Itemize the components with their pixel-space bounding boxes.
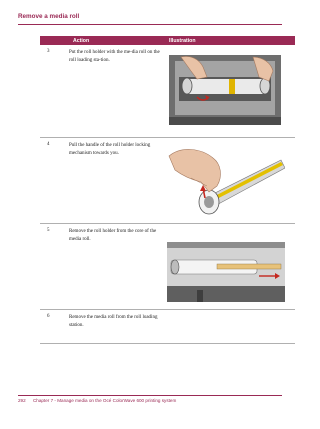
- header-action: Action: [69, 36, 165, 45]
- table-row: [40, 310, 295, 344]
- step-illustration-empty: [165, 310, 295, 344]
- step-text: Remove the roll holder from the core of the media roll.: [69, 224, 165, 310]
- instruction-table: [40, 36, 295, 344]
- step-illustration: [165, 138, 295, 224]
- step-number: 6: [40, 310, 69, 344]
- header-illustration: Illustration: [165, 36, 295, 45]
- page-footer: [18, 398, 176, 403]
- step-number: 5: [40, 224, 69, 310]
- chapter-title: Chapter 7 - Manage media on the Océ ColorWave 600 printing system: [32, 398, 177, 403]
- page-header-title: Remove a media roll: [18, 13, 80, 20]
- page-number: 292: [18, 398, 26, 403]
- table-row: [40, 138, 295, 224]
- header-divider: [18, 24, 282, 25]
- remove-roll-holder-icon: [167, 228, 285, 302]
- table-row: [40, 224, 295, 310]
- step-number: 4: [40, 138, 69, 224]
- pull-handle-icon: [167, 142, 285, 216]
- step-number: 3: [40, 45, 69, 138]
- step-illustration: [165, 224, 295, 310]
- roll-on-loading-station-icon: [167, 49, 285, 129]
- step-text: Pull the handle of the roll holder locking mechanism towards you.: [69, 138, 165, 224]
- table-header-row: [40, 36, 295, 45]
- table-row: [40, 45, 295, 138]
- header-number-cell: [40, 36, 69, 45]
- step-illustration: [165, 45, 295, 138]
- footer-divider: [18, 395, 282, 396]
- step-text: Remove the media roll from the roll loading station.: [69, 310, 165, 344]
- step-text: Put the roll holder with the me-dia roll on the roll loading sta-tion.: [69, 45, 165, 138]
